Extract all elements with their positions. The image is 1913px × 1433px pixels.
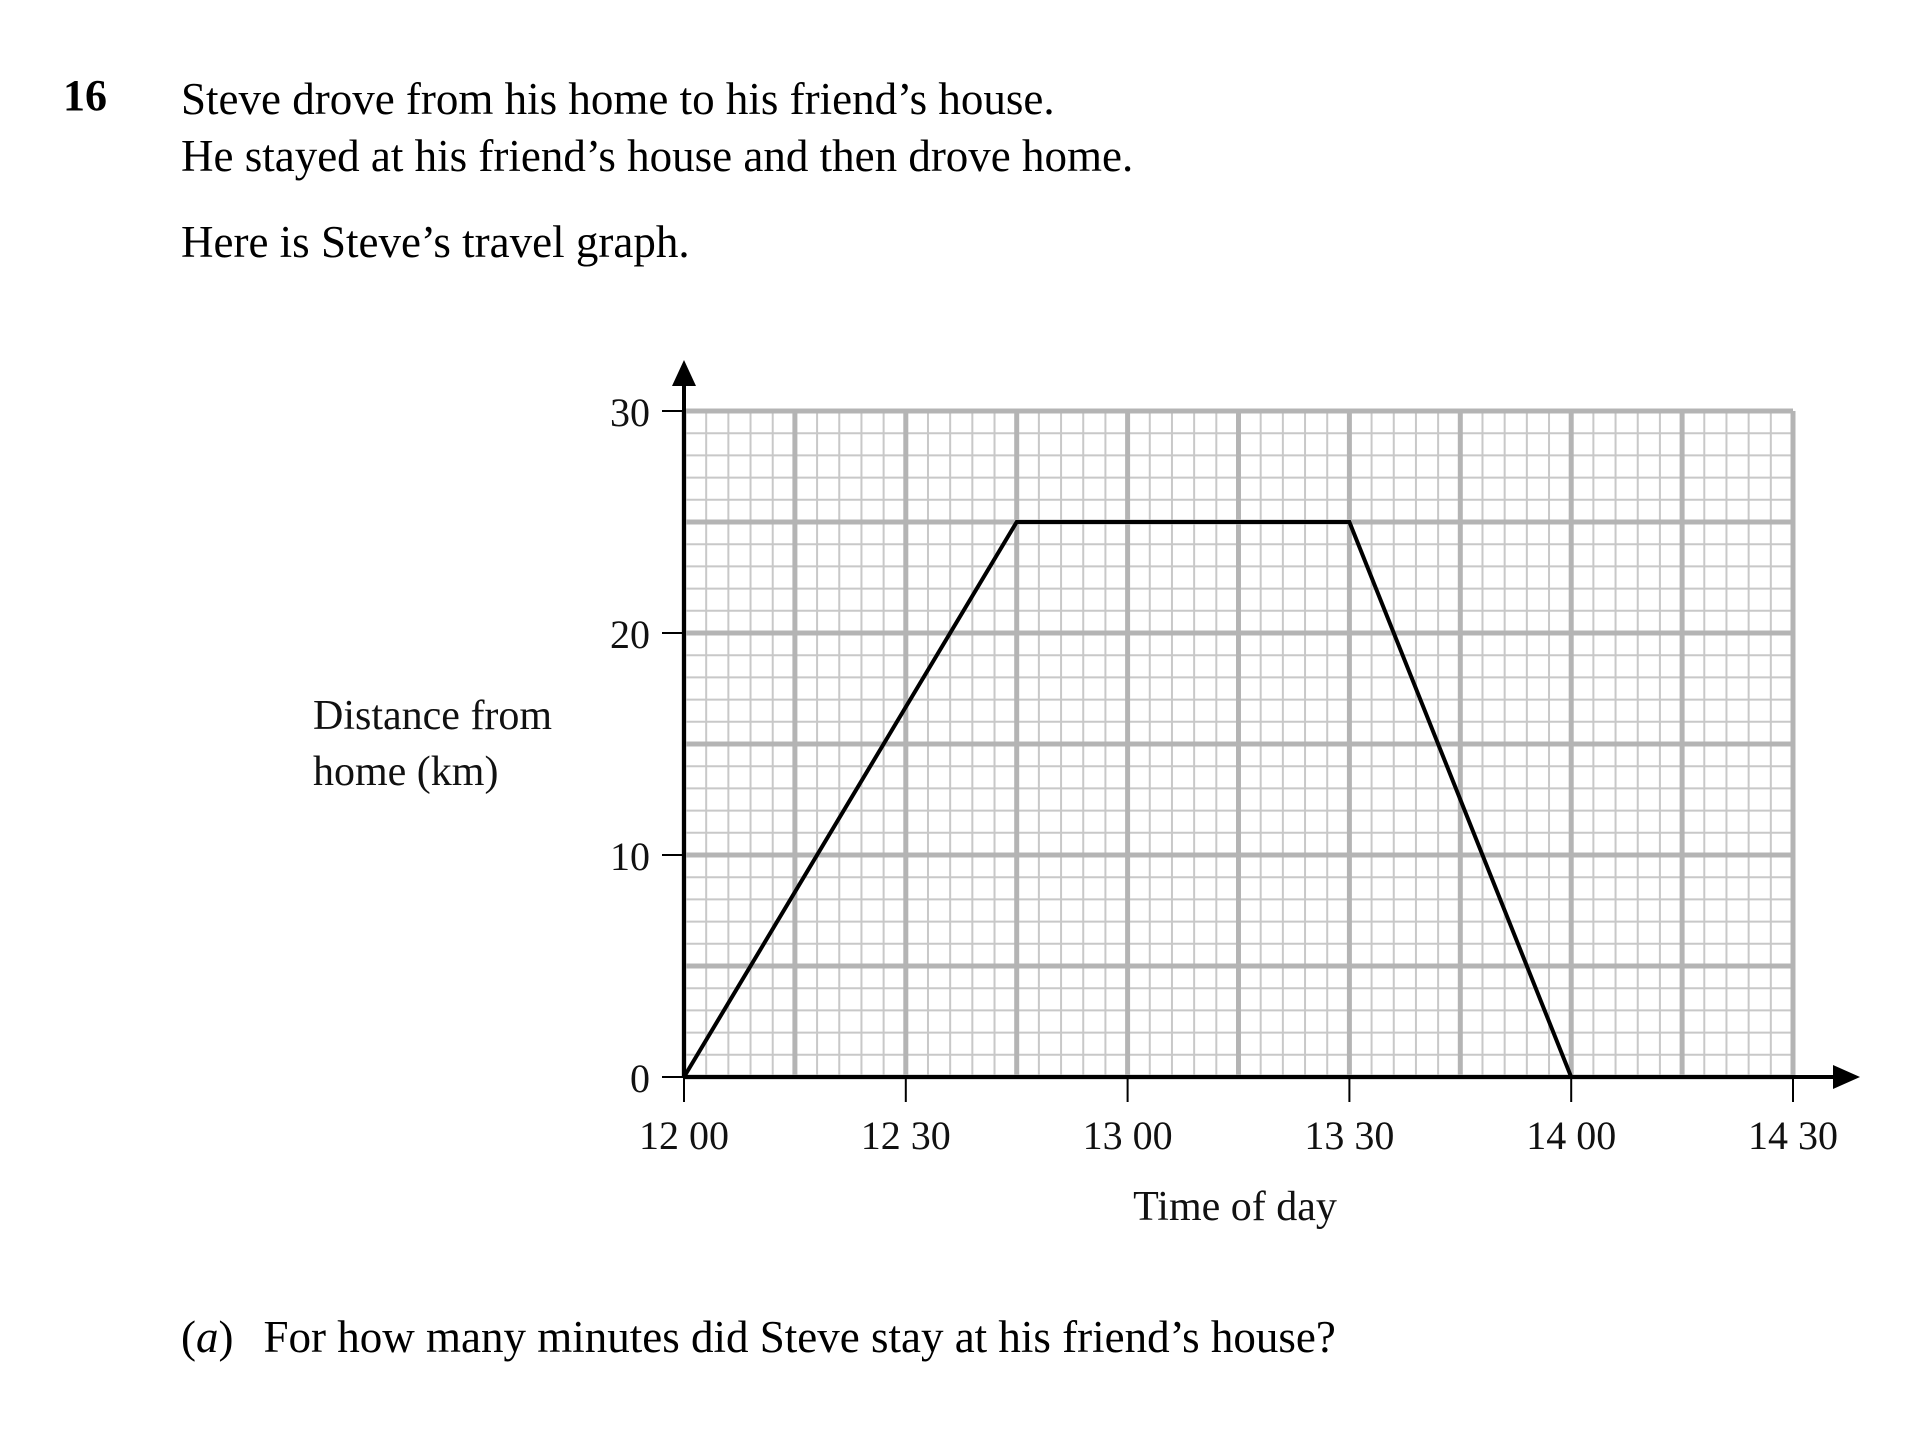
x-tick-label: 14 30 [1748,1113,1838,1158]
question-line-2: He stayed at his friend’s house and then drove home. [181,131,1134,181]
y-tick-label: 0 [630,1056,650,1101]
question-number: 16 [63,71,107,120]
x-axis-label: Time of day [1133,1184,1337,1230]
question-line-1: Steve drove from his home to his friend’s house. [181,74,1055,124]
x-tick-label: 12 00 [639,1113,729,1158]
y-axis-label-line-2: home (km) [313,749,499,795]
y-axis-arrow [672,360,696,386]
chart-grid [684,411,1793,1077]
x-tick-label: 13 00 [1082,1113,1173,1158]
part-a-question: (a) For how many minutes did Steve stay at his friend’s house? [181,1312,1336,1362]
x-tick-label: 13 30 [1304,1113,1395,1158]
x-tick-label: 12 30 [860,1113,951,1158]
y-axis-label-line-1: Distance from [313,693,553,739]
question-line-3: Here is Steve’s travel graph. [181,217,690,267]
x-tick-label: 14 00 [1526,1113,1617,1158]
y-tick-label: 30 [610,390,650,435]
y-tick-label: 20 [610,612,650,657]
part-a-letter: a [196,1312,219,1362]
part-a-text: For how many minutes did Steve stay at his friend’s house? [263,1312,1336,1362]
x-axis-arrow [1833,1065,1860,1089]
y-tick-label: 10 [610,834,650,879]
